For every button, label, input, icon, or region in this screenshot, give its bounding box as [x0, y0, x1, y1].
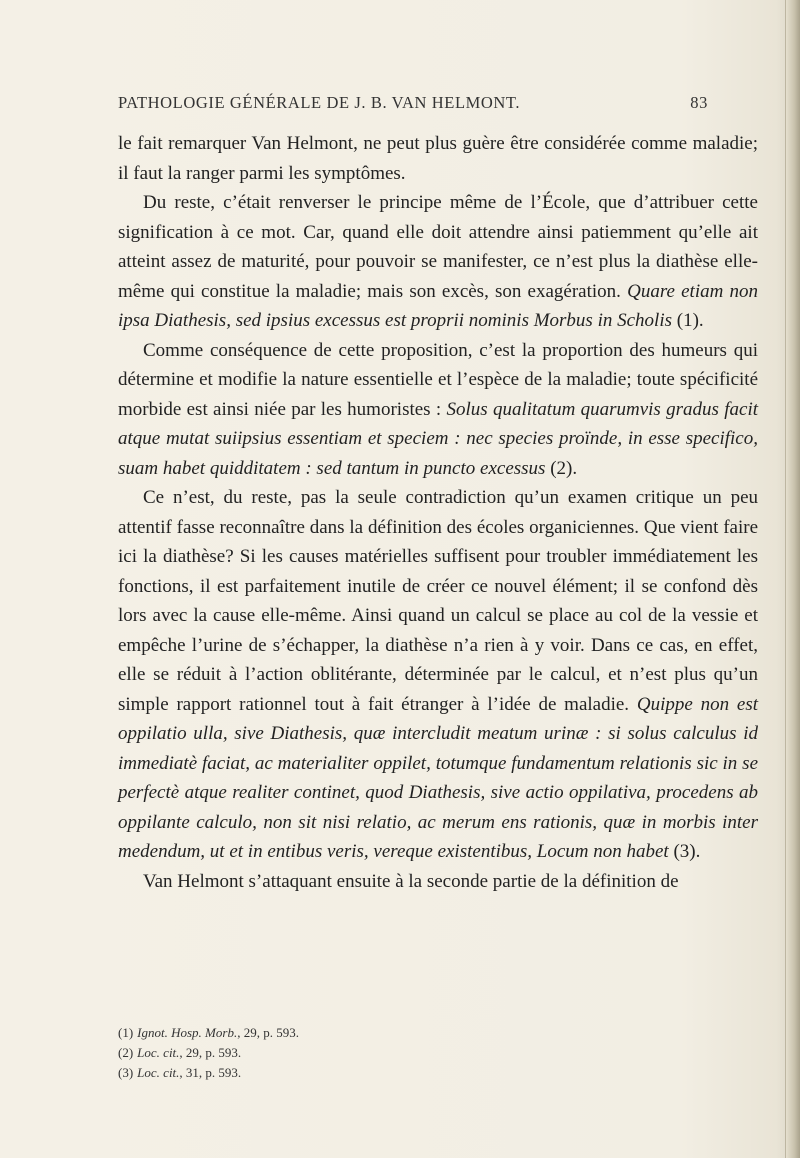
text-run: Comme conséquence de cette proposition, c’est la proportion des humeurs qui détermine et modifie la nature essentielle et l’espèce de la maladie; toute spécificité morbide est ainsi niée par les humoristes : [118, 339, 758, 420]
body-text [118, 129, 758, 896]
page-number: 83 [690, 93, 708, 112]
running-title: PATHOLOGIE GÉNÉRALE DE J. B. VAN HELMONT. [118, 93, 521, 112]
latin-quotation: Quare etiam non ipsa Diathesis, sed ipsius excessus est proprii nominis Morbus in Scholis [118, 280, 758, 331]
footnote-number: (1) [118, 1025, 134, 1040]
text-run: (3). [668, 841, 701, 862]
footnote-location: , 31, p. 593. [179, 1065, 242, 1080]
footnote [118, 1043, 618, 1063]
paragraph-5 [118, 867, 758, 897]
text-run: (2). [545, 457, 578, 479]
footnote-reference: Ignot. Hosp. Morb. [137, 1025, 238, 1040]
paragraph-1 [118, 129, 758, 188]
footnote-number: (3) [118, 1065, 134, 1080]
paragraph-2 [118, 188, 758, 336]
footnote-reference: Loc. cit. [137, 1065, 180, 1080]
latin-quotation: Solus qualitatum quarumvis gradus facit atque mutat suiipsius essentiam et speciem : nec species proïnde, in esse specifico, suam habet quidditatem : sed tantum in puncto excessus [118, 398, 758, 479]
latin-quotation: Quippe non est oppilatio ulla, sive Diathesis, quæ intercludit meatum urinæ : si solus calculus id immediatè faciat, ac materialiter oppilet, totumque fundamentum relationis sic in se perfectè atque realiter continet, quod Diathesis, sive actio oppilativa, procedens ab oppilante calculo, non sit nisi relatio, ac merum ens rationis, quæ in morbis inter medendum, ut et in entibus veris, vereque existentibus, Locum non habet [118, 693, 758, 862]
text-run: Van Helmont s’attaquant ensuite à la seconde partie de la définition de [143, 870, 679, 892]
footnote-location: , 29, p. 593. [179, 1045, 242, 1060]
footnotes [118, 1023, 618, 1083]
paragraph-3 [118, 336, 758, 484]
footnote [118, 1063, 618, 1083]
page-edge [785, 0, 800, 1158]
footnote-location: , 29, p. 593. [237, 1025, 299, 1040]
footnote-number: (2) [118, 1045, 134, 1060]
text-run: (1). [672, 310, 704, 331]
text-run: Du reste, c’était renverser le principe même de l’École, que d’attribuer cette signification à ce mot. Car, quand elle doit attendre ainsi patiemment qu’elle ait atteint assez de maturité, pour pouvoir se manifester, ce n’est plus la diathèse elle-même qui constitue la maladie; mais son excès, son exagération. [118, 192, 758, 302]
paragraph-4 [118, 483, 758, 867]
text-run: Ce n’est, du reste, pas la seule contradiction qu’un examen critique un peu attentif fasse reconnaître dans la définition des écoles organiciennes. Que vient faire ici la diathèse? Si les causes matérielles suffisent pour troubler immédiatement les fonctions, il est parfaitement inutile de créer ce nouvel élément; il se confond dès lors avec la cause elle-même. Ainsi quand un calcul se place au col de la vessie et empêche l’urine de s’échapper, la diathèse n’a rien à y voir. Dans ce cas, en effet, elle se réduit à l’action oblitérante, déterminée par le calcul, et n’est plus qu’un simple rapport rationnel tout à fait étranger à l’idée de maladie. [118, 487, 758, 715]
running-header [118, 93, 708, 113]
footnote [118, 1023, 618, 1043]
footnote-reference: Loc. cit. [137, 1045, 180, 1060]
text-run: le fait remarquer Van Helmont, ne peut plus guère être considérée comme maladie; il faut la ranger parmi les symptômes. [118, 133, 758, 184]
